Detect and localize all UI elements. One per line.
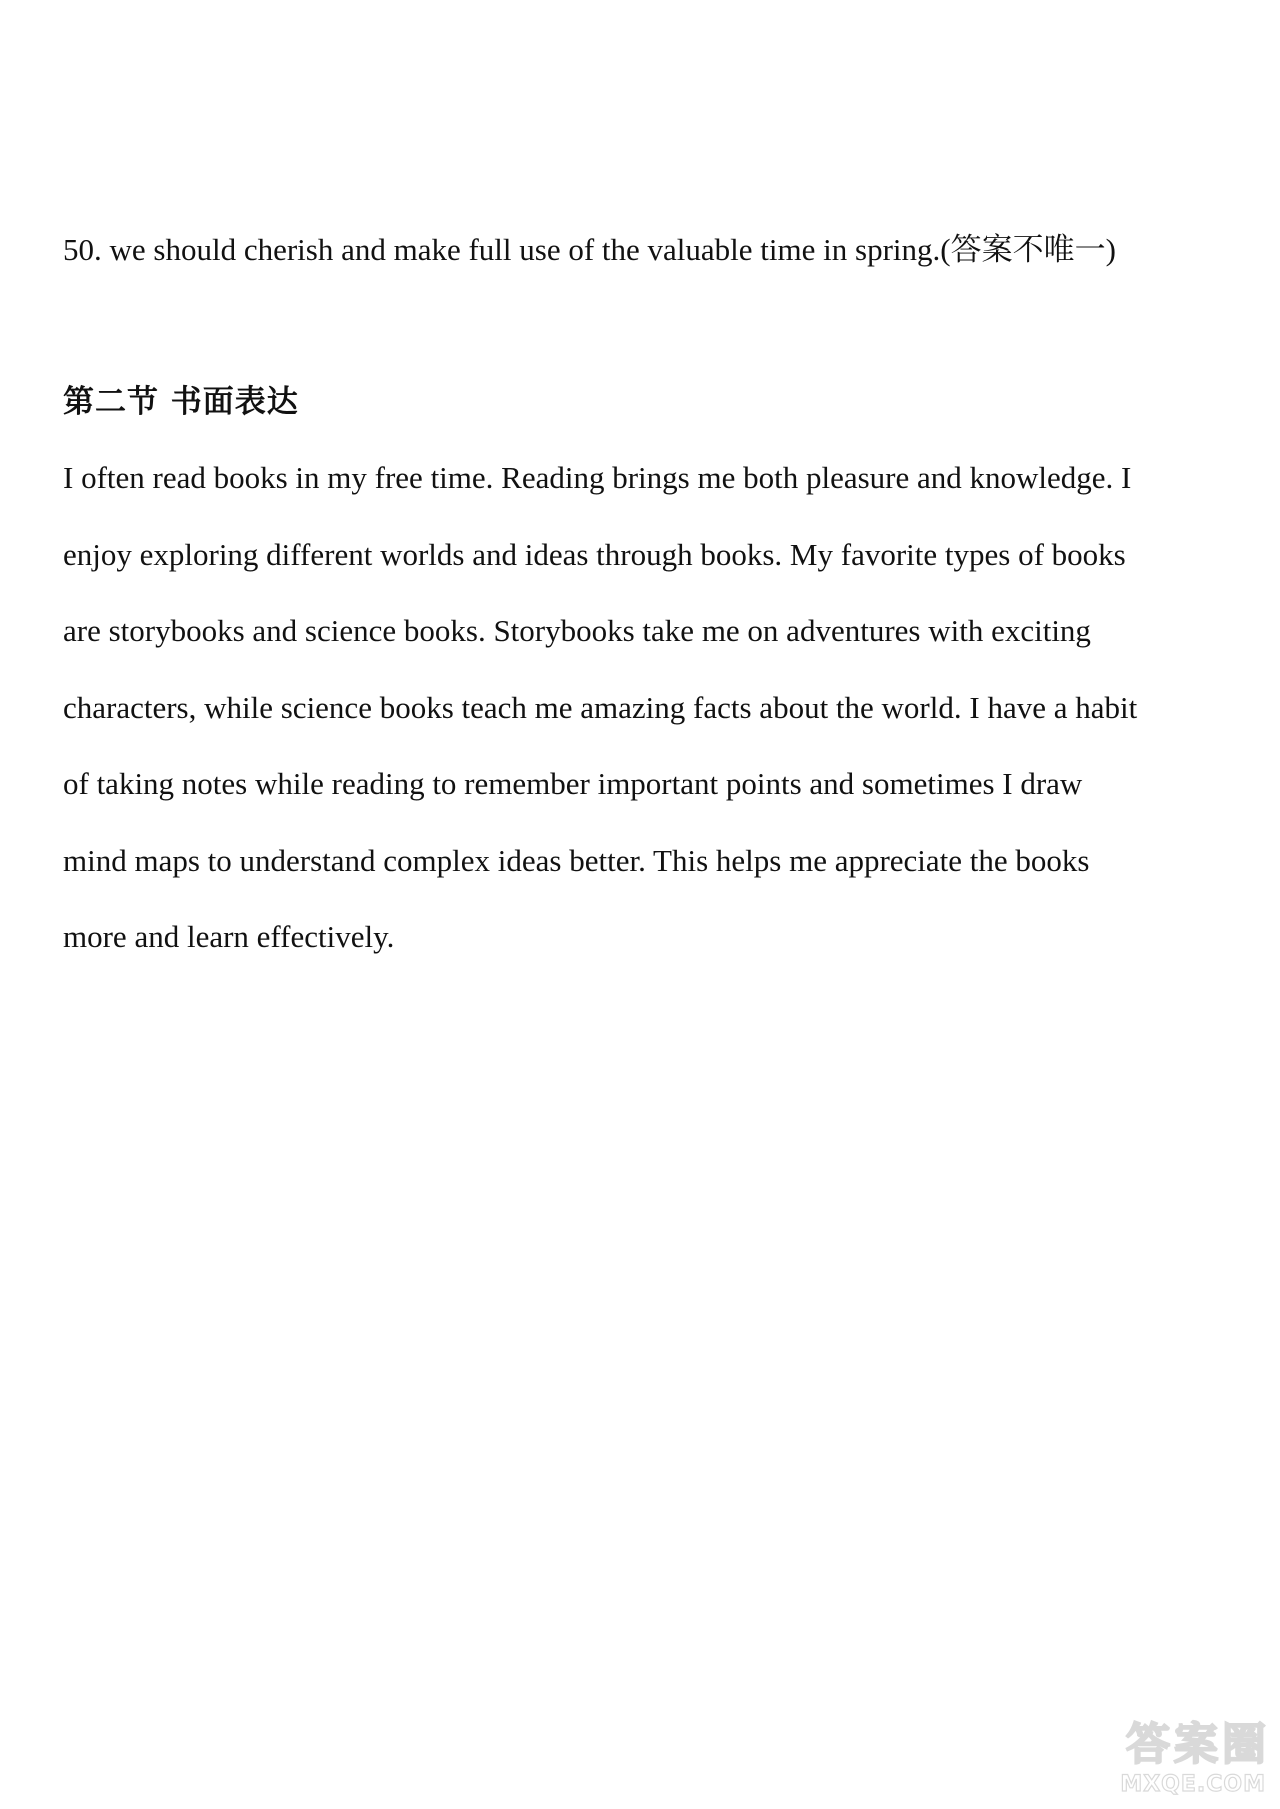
watermark-url: MXQE.COM [1120,1772,1266,1797]
watermark-char: 案 [1174,1719,1218,1770]
essay-line: mind maps to understand complex ideas better. This helps me appreciate the books [63,842,1090,878]
essay-line: are storybooks and science books. Storybooks take me on adventures with exciting [63,613,1091,648]
watermark-char: 圈 [1222,1719,1266,1770]
essay-line: characters, while science books teach me amazing facts about the world. I have a habit [63,689,1138,725]
watermark-char: 答 [1126,1719,1170,1770]
section-heading: 第二节 书面表达 [63,384,299,420]
essay-body [63,456,1263,992]
essay-line: more and learn effectively. [63,919,395,954]
answer-50-text: 50. we should cherish and make full use of the valuable time in spring.(答案不唯一) [63,232,1116,267]
essay-line: of taking notes while reading to remember important points and sometimes I draw [63,766,1083,801]
site-watermark [1086,1719,1266,1803]
essay-line: I often read books in my free time. Reading brings me both pleasure and knowledge. I [63,460,1132,495]
essay-line: enjoy exploring different worlds and ideas through books. My favorite types of books [63,536,1126,572]
